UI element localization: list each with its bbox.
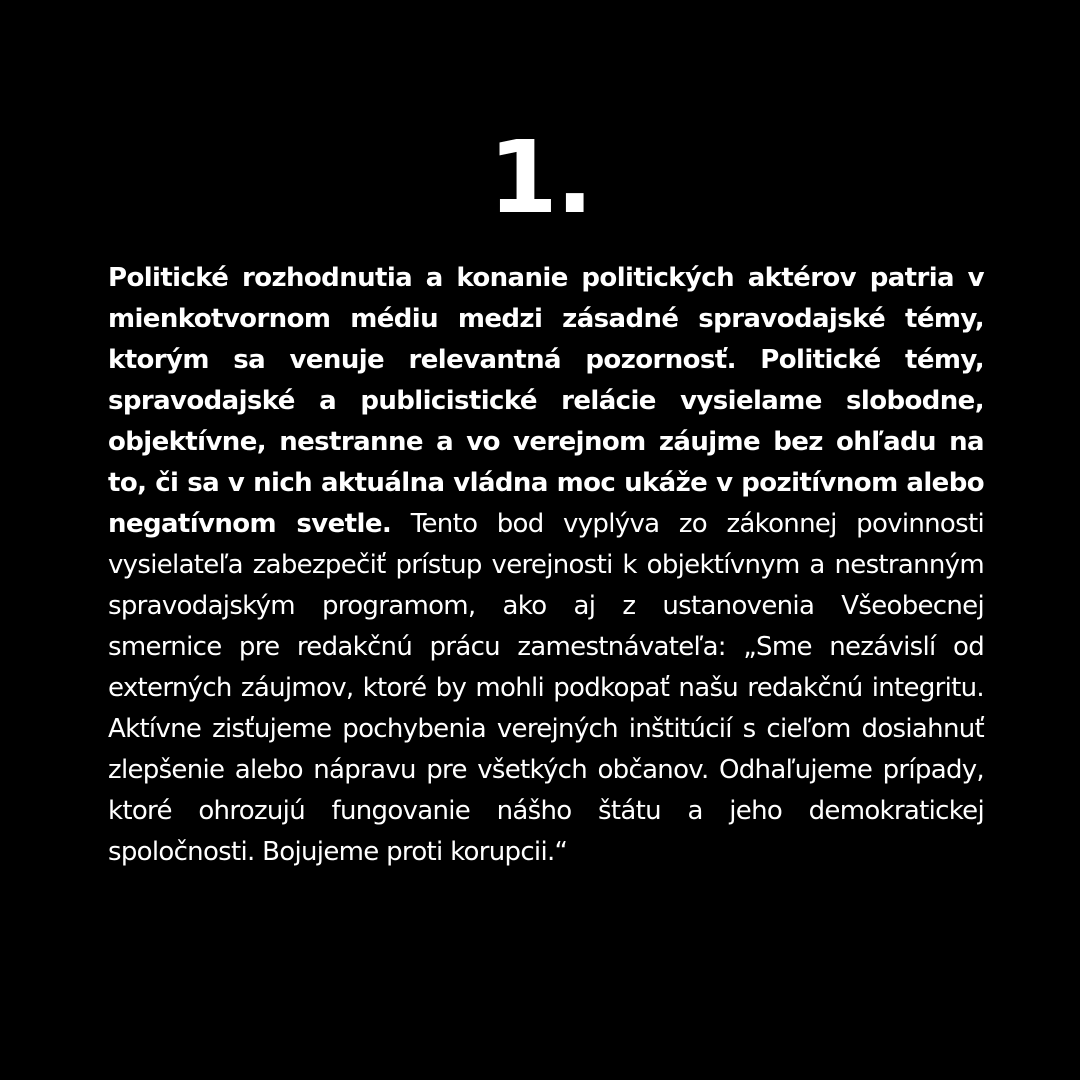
point-number: 1. (488, 119, 592, 236)
point-text-bold: Politické rozhodnutia a konanie politických aktérov patria v mienkotvornom médiu medzi zásadné spravodajské témy, ktorým sa venuje relevantná pozornosť. Politické témy, spravodajské a publicistické relácie vysielame slobodne, objektívne, nestranne a vo verejnom záujme bez ohľadu na to, či sa v nich aktuálna vládna moc ukáže v pozitívnom alebo negatívnom svetle. (108, 263, 984, 539)
point-text-regular: Tento bod vyplýva zo zákonnej povinnosti vysielateľa zabezpečiť prístup verejnosti k objektívnym a nestranným spravodajským programom, ako aj z ustanovenia Všeobecnej smernice pre redakčnú prácu zamestnávateľa: „Sme nezávislí od externých záujmov, ktoré by mohli podkopať našu redakčnú integritu. Aktívne zisťujeme pochybenia verejných inštitúcií s cieľom dosiahnuť zlepšenie alebo nápravu pre všetkých občanov. Odhaľujeme prípady, ktoré ohrozujú fungovanie nášho štátu a jeho demokratickej spoločnosti. Bojujeme proti korupcii.“ (108, 509, 985, 867)
point-text (108, 258, 984, 873)
